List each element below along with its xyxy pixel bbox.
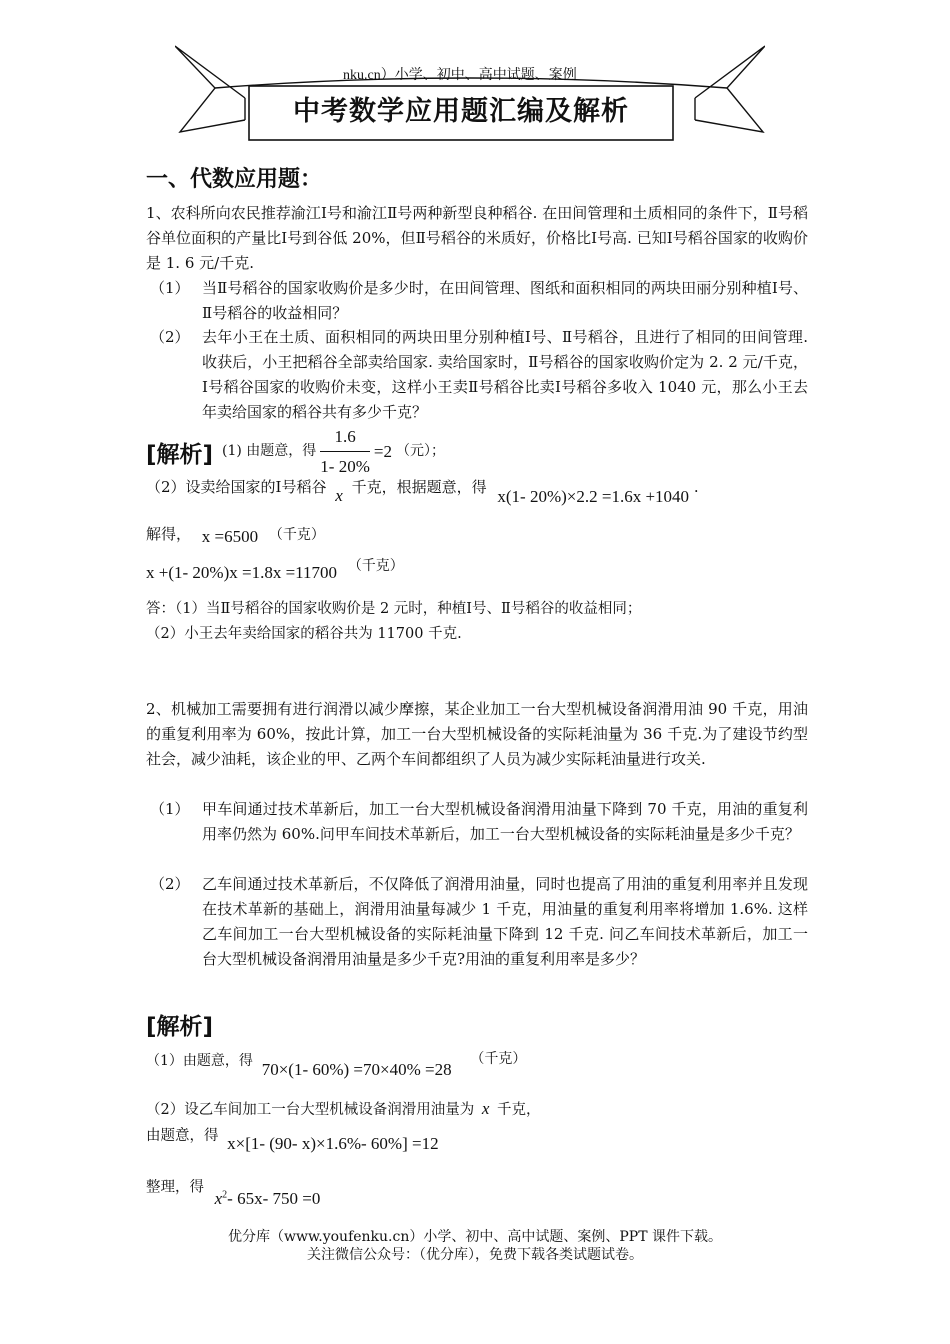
step-text: 解得， — [146, 525, 192, 543]
equation: =2 — [373, 441, 392, 461]
solution-label: [解析] — [146, 1014, 214, 1040]
solution-2-line-4 — [146, 1170, 321, 1208]
denominator: 1- 20% — [320, 456, 370, 476]
unit: （千克） — [347, 558, 404, 574]
part-number: （1） — [150, 279, 190, 297]
numerator: 1.6 — [320, 424, 370, 452]
part-number: （2） — [150, 875, 190, 893]
part-number: （1） — [150, 800, 190, 818]
step-text: 由题意，得 — [146, 1128, 219, 1144]
part-text: 去年小王在土质、面积相同的两块田里分别种植Ⅰ号、Ⅱ号稻谷，且进行了相同的田间管理. 收获后，小王把稻谷全部卖给国家. 卖给国家时，Ⅱ号稻谷的国家收购价定为 2. 2 元/千克，Ⅰ号稻谷国家的收购价未变，这样小王卖Ⅱ号稻谷比卖Ⅰ号稻谷多收入 1040 元，那么小王去年卖给国家的稻谷共有多少千克？ — [202, 328, 808, 421]
question-2-stem: 2、机械加工需要拥有进行润滑以减少摩擦，某企业加工一台大型机械设备润滑用油 90 千克，用油的重复利用率为 60%，按此计算，加工一台大型机械设备的实际耗油量为 36 千克.为了建设节约型社会，减少油耗，该企业的甲、乙两个车间都组织了人员为减少实际耗油量进行攻关. — [146, 700, 808, 768]
page-title: 中考数学应用题汇编及解析 — [293, 96, 629, 127]
equation-rest: - 65x- 750 =0 — [227, 1188, 321, 1208]
step-text: （2）设乙车间加工一台大型机械设备润滑用油量为 — [146, 1102, 475, 1118]
equation: x +(1- 20%)x =1.8x =11700 — [146, 563, 338, 582]
equation: 70×(1- 60%) =70×40% =28 — [261, 1060, 452, 1079]
question-1-part-1 — [150, 276, 808, 326]
equation: x×[1- (90- x)×1.6%- 60%] =12 — [227, 1134, 439, 1153]
part-number: （2） — [150, 328, 190, 346]
answer-1-line-1: 答：（1）当Ⅱ号稻谷的国家收购价是 2 元时，种植Ⅰ号、Ⅱ号稻谷的收益相同； — [146, 601, 642, 617]
part-text: 当Ⅱ号稻谷的国家收购价是多少时，在田间管理、图纸和面积相同的两块田丽分别种植Ⅰ号、Ⅱ号稻谷的收益相同？ — [202, 279, 808, 322]
solution-1-line-1 — [222, 426, 445, 476]
exponent: 2 — [222, 1189, 228, 1200]
footer-line-1: 优分库（www.youfenku.cn）小学、初中、高中试题、案例、PPT 课件下载。 — [227, 1229, 722, 1245]
solution-1-line-2 — [146, 474, 826, 506]
period: . — [693, 478, 699, 496]
answer-1-line-2: （2）小王去年卖给国家的稻谷共为 11700 千克. — [146, 626, 462, 642]
part-text: 甲车间通过技术革新后，加工一台大型机械设备润滑用油量下降到 70 千克，用油的重复利用率仍然为 60%.问甲车间技术革新后，加工一台大型机械设备的实际耗油量是多少千克？ — [202, 800, 808, 843]
unit: （千克） — [268, 527, 325, 543]
header-watermark: nku.cn）小学、初中、高中试题、案例 — [343, 68, 577, 83]
part-text: 乙车间通过技术革新后，不仅降低了润滑用油量，同时也提高了用油的重复利用率并且发现在技术革新的基础上，润滑用油量每减少 1 千克，用油量的重复利用率将增加 1.6%. 这样乙车间加工一台大型机械设备的实际耗油量下降到 12 千克. 问乙车间技术革新后，加工一台大型机械设备润滑用油量是多少千克?用油的重复利用率是多少？ — [202, 875, 808, 968]
variable: x — [481, 1099, 490, 1118]
solution-label: [解析] — [146, 442, 214, 468]
solution-1-line-3 — [146, 521, 325, 548]
question-1-stem: 1、农科所向农民推荐渝江Ⅰ号和渝江Ⅱ号两种新型良种稻谷. 在田间管理和土质相同的条件下，Ⅱ号稻谷单位面积的产量比Ⅰ号到谷低 20%，但Ⅱ号稻谷的米质好，价格比Ⅰ号高. 已知Ⅰ号稻谷国家的收购价是 1. 6 元/千克. — [146, 204, 808, 272]
equation: x =6500 — [201, 527, 259, 546]
step-text: （1）由题意，得 — [146, 1053, 253, 1069]
equation — [215, 1189, 321, 1208]
step-text: 千克，根据题意，得 — [351, 478, 487, 496]
step-text: (1) 由题意，得 — [222, 442, 317, 459]
question-1-part-2 — [150, 325, 808, 425]
solution-2-line-2 — [146, 1096, 541, 1123]
footer-line-2: 关注微信公众号：（优分库），免费下载各类试题试卷。 — [307, 1247, 643, 1263]
unit: （元）； — [395, 442, 445, 459]
solution-2-line-3 — [146, 1122, 439, 1153]
fraction — [320, 424, 370, 479]
variable: x — [335, 486, 343, 505]
equation: x(1- 20%)×2.2 =1.6x +1040 — [497, 487, 690, 506]
solution-1-line-4 — [146, 558, 404, 585]
variable: x — [214, 1188, 223, 1208]
section-heading: 一、代数应用题： — [146, 167, 323, 192]
step-text: 整理，得 — [146, 1179, 204, 1196]
question-2-part-1 — [150, 797, 808, 847]
question-2-part-2 — [150, 872, 808, 972]
step-text: 千克， — [497, 1102, 541, 1118]
solution-2-line-1 — [146, 1047, 527, 1079]
unit: （千克） — [470, 1051, 527, 1067]
step-text: （2）设卖给国家的Ⅰ号稻谷 — [146, 478, 327, 496]
